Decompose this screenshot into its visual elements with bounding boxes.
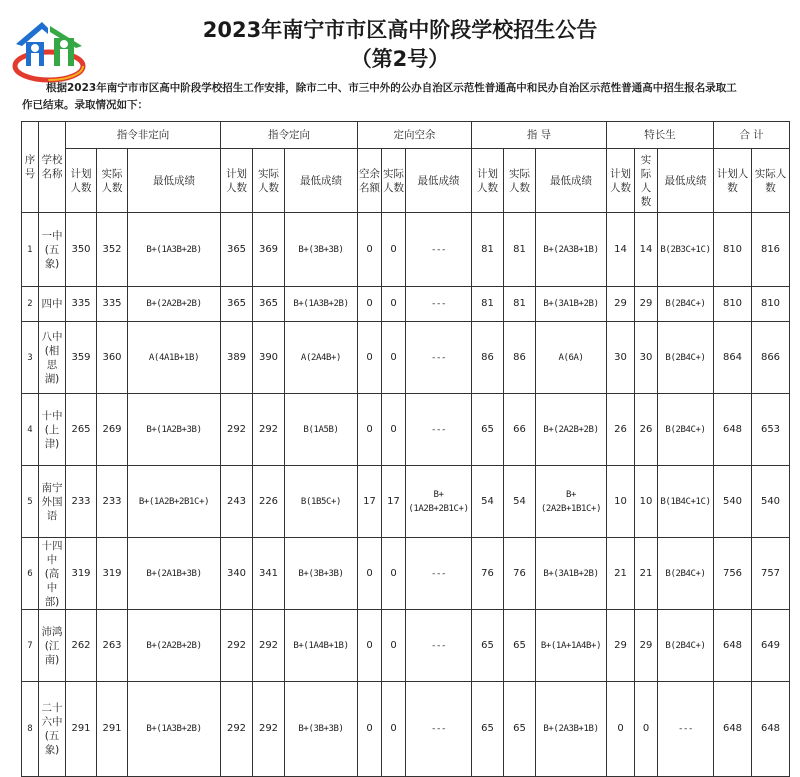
count-cell: 0 [358, 538, 382, 610]
count-cell: 365 [253, 287, 285, 322]
count-cell: 21 [607, 538, 635, 610]
min-score-cell: --- [406, 213, 472, 287]
count-cell: 29 [635, 610, 658, 682]
count-cell: 10 [635, 466, 658, 538]
min-score-cell: --- [406, 538, 472, 610]
min-score-cell: B+(3A1B+2B) [536, 538, 607, 610]
count-cell: 0 [358, 394, 382, 466]
count-cell: 226 [253, 466, 285, 538]
count-cell: 292 [221, 682, 253, 777]
min-score-cell: B+(1A3B+2B) [128, 682, 221, 777]
intro-paragraph [22, 80, 782, 114]
count-cell: 390 [253, 322, 285, 394]
count-cell: 341 [253, 538, 285, 610]
count-cell: 648 [752, 682, 790, 777]
header-min-score: 最低成绩 [285, 149, 358, 213]
min-score-cell: B+(3B+3B) [285, 682, 358, 777]
header-vacant: 空余名额 [358, 149, 382, 213]
count-cell: 233 [97, 466, 128, 538]
intro-line-1: 根据2023年南宁市市区高中阶段学校招生工作安排，除市二中、市三中外的公办自治区示范性普通高中和民办自治区示范性普通高中招生报名录取工 [46, 82, 737, 94]
header-actual: 实际人数 [635, 149, 658, 213]
count-cell: 864 [714, 322, 752, 394]
min-score-cell: B+(3B+3B) [285, 213, 358, 287]
count-cell: 65 [504, 610, 536, 682]
table-row [22, 538, 790, 610]
header-plan: 计划人数 [714, 149, 752, 213]
header-plan: 计划人数 [66, 149, 97, 213]
count-cell: 352 [97, 213, 128, 287]
count-cell: 816 [752, 213, 790, 287]
min-score-cell: --- [406, 287, 472, 322]
count-cell: 810 [714, 287, 752, 322]
page-title: 2023年南宁市市区高中阶段学校招生公告 [202, 18, 598, 42]
count-cell: 0 [358, 213, 382, 287]
header-group-special-talent: 特长生 [607, 122, 714, 149]
row-number: 4 [22, 394, 39, 466]
school-name: 南宁外国语 [39, 466, 66, 538]
min-score-cell: B(2B4C+) [658, 538, 714, 610]
header-actual: 实际人数 [97, 149, 128, 213]
count-cell: 291 [97, 682, 128, 777]
count-cell: 350 [66, 213, 97, 287]
min-score-cell: B+(2A2B+2B) [128, 287, 221, 322]
count-cell: 21 [635, 538, 658, 610]
header-min-score: 最低成绩 [128, 149, 221, 213]
header-plan: 计划人数 [472, 149, 504, 213]
min-score-cell: B+(2A3B+1B) [536, 682, 607, 777]
count-cell: 389 [221, 322, 253, 394]
count-cell: 866 [752, 322, 790, 394]
min-score-cell: B+(1A3B+2B) [285, 287, 358, 322]
count-cell: 65 [472, 394, 504, 466]
school-name: 沛鸿(江南) [39, 610, 66, 682]
count-cell: 365 [221, 287, 253, 322]
header-plan: 计划人数 [221, 149, 253, 213]
header-actual: 实际人数 [253, 149, 285, 213]
row-number: 7 [22, 610, 39, 682]
count-cell: 340 [221, 538, 253, 610]
admission-table [21, 121, 790, 777]
count-cell: 810 [752, 287, 790, 322]
header-school: 学校名称 [39, 122, 66, 213]
table-row [22, 322, 790, 394]
row-number: 6 [22, 538, 39, 610]
count-cell: 0 [382, 322, 406, 394]
header-min-score: 最低成绩 [658, 149, 714, 213]
count-cell: 540 [752, 466, 790, 538]
count-cell: 0 [382, 610, 406, 682]
count-cell: 365 [221, 213, 253, 287]
count-cell: 81 [472, 213, 504, 287]
count-cell: 243 [221, 466, 253, 538]
count-cell: 65 [472, 610, 504, 682]
table-row [22, 213, 790, 287]
count-cell: 291 [66, 682, 97, 777]
count-cell: 66 [504, 394, 536, 466]
min-score-cell: B(2B4C+) [658, 322, 714, 394]
count-cell: 76 [504, 538, 536, 610]
min-score-cell: A(2A4B+) [285, 322, 358, 394]
header-actual: 实际人数 [382, 149, 406, 213]
row-number: 1 [22, 213, 39, 287]
count-cell: 810 [714, 213, 752, 287]
table-row [22, 287, 790, 322]
min-score-cell: A(6A) [536, 322, 607, 394]
count-cell: 292 [253, 394, 285, 466]
header-actual: 实际人数 [752, 149, 790, 213]
count-cell: 0 [382, 394, 406, 466]
count-cell: 0 [358, 682, 382, 777]
count-cell: 757 [752, 538, 790, 610]
header-min-score: 最低成绩 [536, 149, 607, 213]
header-plan: 计划人数 [607, 149, 635, 213]
table-row [22, 466, 790, 538]
count-cell: 0 [358, 610, 382, 682]
count-cell: 263 [97, 610, 128, 682]
count-cell: 30 [635, 322, 658, 394]
min-score-cell: B+(2A1B+3B) [128, 538, 221, 610]
count-cell: 335 [97, 287, 128, 322]
min-score-cell: B+(3B+3B) [285, 538, 358, 610]
count-cell: 265 [66, 394, 97, 466]
count-cell: 292 [221, 610, 253, 682]
school-name: 二十六中(五象) [39, 682, 66, 777]
row-number: 8 [22, 682, 39, 777]
min-score-cell: B+(2A3B+1B) [536, 213, 607, 287]
min-score-cell: B+(1A4B+1B) [285, 610, 358, 682]
min-score-cell: B(1A5B) [285, 394, 358, 466]
count-cell: 0 [358, 287, 382, 322]
count-cell: 26 [635, 394, 658, 466]
count-cell: 540 [714, 466, 752, 538]
count-cell: 0 [382, 213, 406, 287]
count-cell: 81 [504, 213, 536, 287]
school-name: 四中 [39, 287, 66, 322]
count-cell: 0 [635, 682, 658, 777]
min-score-cell: --- [658, 682, 714, 777]
count-cell: 360 [97, 322, 128, 394]
min-score-cell: B+(1A3B+2B) [128, 213, 221, 287]
count-cell: 65 [504, 682, 536, 777]
min-score-cell: A(4A1B+1B) [128, 322, 221, 394]
intro-line-2: 作已结束。录取情况如下： [22, 99, 148, 111]
count-cell: 0 [382, 538, 406, 610]
min-score-cell: B+(1A2B+2B1C+) [128, 466, 221, 538]
min-score-cell: B+(1A2B+3B) [128, 394, 221, 466]
count-cell: 0 [382, 682, 406, 777]
min-score-cell: --- [406, 682, 472, 777]
header-group-targeted-vacancy: 定向空余 [358, 122, 472, 149]
count-cell: 14 [607, 213, 635, 287]
count-cell: 653 [752, 394, 790, 466]
min-score-cell: B(2B4C+) [658, 287, 714, 322]
count-cell: 0 [382, 287, 406, 322]
count-cell: 26 [607, 394, 635, 466]
count-cell: 17 [358, 466, 382, 538]
school-name: 八中(相思湖) [39, 322, 66, 394]
min-score-cell: --- [406, 322, 472, 394]
min-score-cell: B(1B5C+) [285, 466, 358, 538]
count-cell: 335 [66, 287, 97, 322]
count-cell: 369 [253, 213, 285, 287]
table-body [22, 213, 790, 777]
min-score-cell: B(2B4C+) [658, 394, 714, 466]
school-name: 十四中(高中部) [39, 538, 66, 610]
header-actual: 实际人数 [504, 149, 536, 213]
min-score-cell: B(2B4C+) [658, 610, 714, 682]
count-cell: 17 [382, 466, 406, 538]
count-cell: 29 [635, 287, 658, 322]
count-cell: 648 [714, 394, 752, 466]
count-cell: 269 [97, 394, 128, 466]
min-score-cell: B+(2A2B+2B) [536, 394, 607, 466]
table-row [22, 610, 790, 682]
count-cell: 0 [607, 682, 635, 777]
header-group-total: 合 计 [714, 122, 790, 149]
row-number: 2 [22, 287, 39, 322]
count-cell: 648 [714, 610, 752, 682]
header-group-directive-targeted: 指令定向 [221, 122, 358, 149]
page-subtitle: （第2号） [350, 47, 450, 71]
min-score-cell: B(2B3C+1C) [658, 213, 714, 287]
header-group-guidance: 指 导 [472, 122, 607, 149]
count-cell: 81 [472, 287, 504, 322]
count-cell: 14 [635, 213, 658, 287]
count-cell: 359 [66, 322, 97, 394]
count-cell: 262 [66, 610, 97, 682]
min-score-cell: B+(3A1B+2B) [536, 287, 607, 322]
min-score-cell: B+ (2A2B+1B1C+) [536, 466, 607, 538]
count-cell: 54 [504, 466, 536, 538]
count-cell: 648 [714, 682, 752, 777]
table-row [22, 394, 790, 466]
min-score-cell: B+ (1A2B+2B1C+) [406, 466, 472, 538]
header-group-directive-nontargeted: 指令非定向 [66, 122, 221, 149]
min-score-cell: B+(2A2B+2B) [128, 610, 221, 682]
count-cell: 10 [607, 466, 635, 538]
count-cell: 292 [221, 394, 253, 466]
row-number: 3 [22, 322, 39, 394]
header-seq: 序号 [22, 122, 39, 213]
school-name: 一中(五象) [39, 213, 66, 287]
count-cell: 86 [472, 322, 504, 394]
count-cell: 81 [504, 287, 536, 322]
count-cell: 319 [66, 538, 97, 610]
school-name: 十中(上津) [39, 394, 66, 466]
min-score-cell: --- [406, 610, 472, 682]
count-cell: 0 [358, 322, 382, 394]
min-score-cell: --- [406, 394, 472, 466]
count-cell: 29 [607, 610, 635, 682]
count-cell: 756 [714, 538, 752, 610]
count-cell: 65 [472, 682, 504, 777]
count-cell: 649 [752, 610, 790, 682]
count-cell: 86 [504, 322, 536, 394]
min-score-cell: B(1B4C+1C) [658, 466, 714, 538]
count-cell: 30 [607, 322, 635, 394]
count-cell: 54 [472, 466, 504, 538]
count-cell: 292 [253, 610, 285, 682]
table-row [22, 682, 790, 777]
header-min-score: 最低成绩 [406, 149, 472, 213]
count-cell: 319 [97, 538, 128, 610]
count-cell: 29 [607, 287, 635, 322]
count-cell: 233 [66, 466, 97, 538]
row-number: 5 [22, 466, 39, 538]
min-score-cell: B+(1A+1A4B+) [536, 610, 607, 682]
count-cell: 76 [472, 538, 504, 610]
count-cell: 292 [253, 682, 285, 777]
